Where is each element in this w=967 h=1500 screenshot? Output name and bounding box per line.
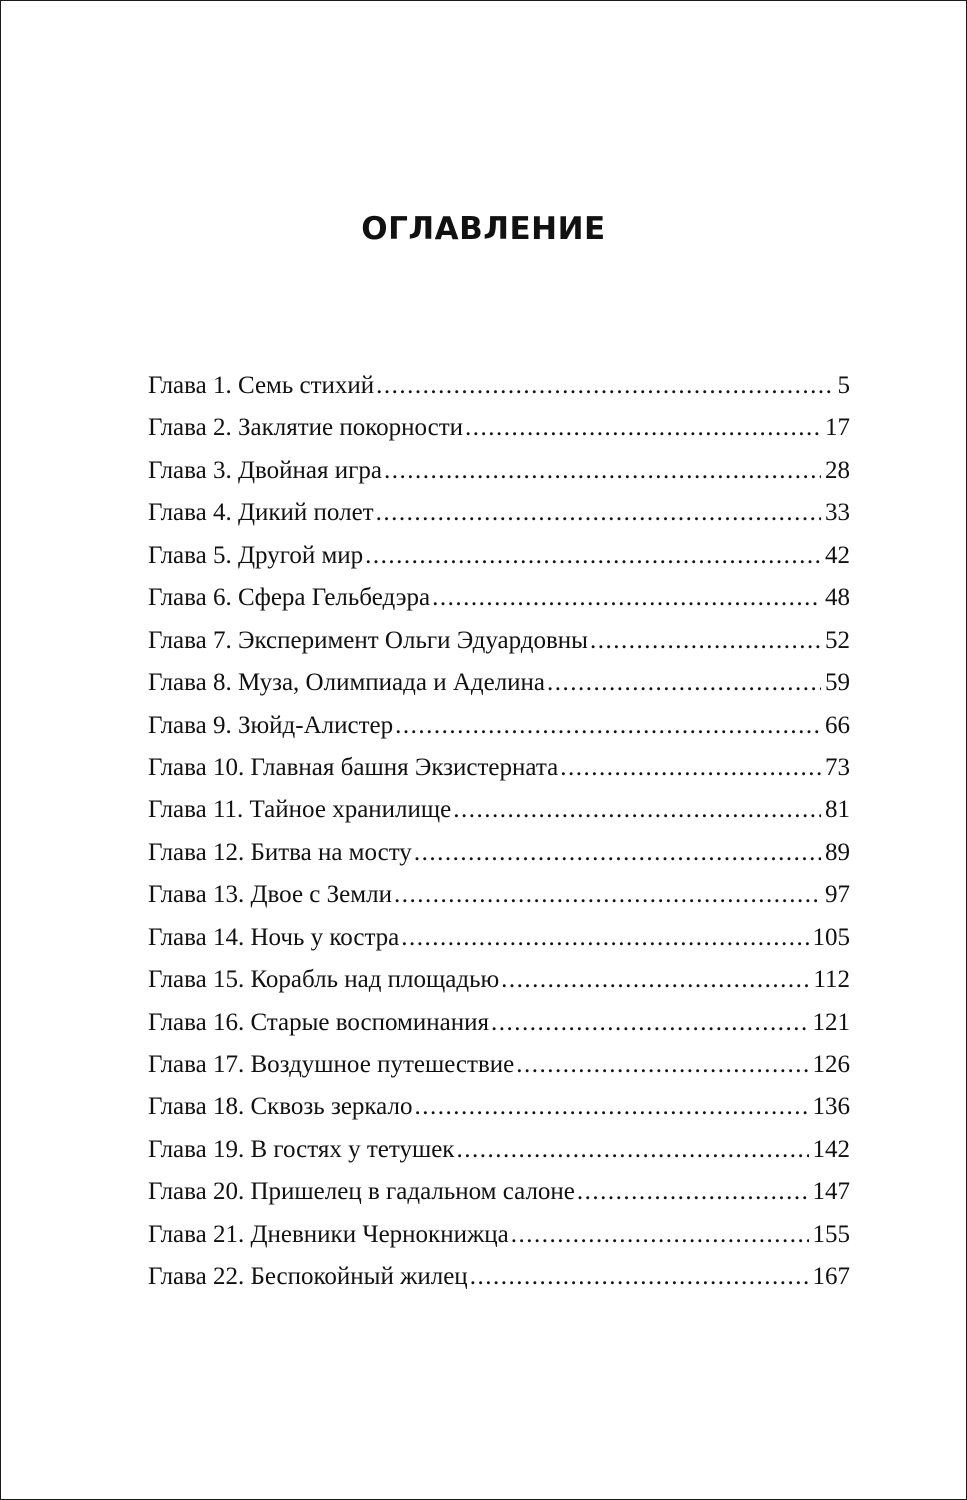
toc-entry-label: Глава 2. Заклятие покорности bbox=[148, 414, 464, 442]
toc-entry bbox=[148, 577, 850, 619]
toc-entry-page: 81 bbox=[825, 796, 850, 824]
toc-entry-label: Глава 11. Тайное хранилище bbox=[148, 796, 452, 824]
toc-entry-page: 97 bbox=[825, 881, 850, 909]
toc-entry-page: 33 bbox=[825, 499, 850, 527]
toc-entry bbox=[148, 959, 850, 1001]
toc-entry-page: 105 bbox=[812, 923, 850, 951]
toc-entry-label: Глава 20. Пришелец в гадальном салоне bbox=[148, 1178, 575, 1206]
toc-dot-leader bbox=[414, 832, 821, 874]
toc-dot-leader bbox=[516, 1044, 808, 1086]
toc-entry-page: 73 bbox=[825, 753, 850, 781]
toc-entry bbox=[148, 1002, 850, 1044]
toc-entry-label: Глава 7. Эксперимент Ольги Эдуардовны bbox=[148, 626, 588, 654]
toc-list bbox=[148, 365, 850, 1299]
toc-entry bbox=[148, 1171, 850, 1213]
toc-entry bbox=[148, 492, 850, 534]
toc-entry-label: Глава 9. Зюйд-Алистер bbox=[148, 711, 394, 739]
toc-entry bbox=[148, 705, 850, 747]
toc-dot-leader bbox=[491, 1002, 809, 1044]
toc-entry-label: Глава 19. В гостях у тетушек bbox=[148, 1135, 455, 1163]
toc-entry-label: Глава 12. Битва на мосту bbox=[148, 838, 412, 866]
toc-title: ОГЛАВЛЕНИЕ bbox=[361, 211, 606, 247]
toc-entry bbox=[148, 917, 850, 959]
toc-dot-leader bbox=[394, 874, 821, 916]
toc-entry bbox=[148, 535, 850, 577]
toc-entry-label: Глава 13. Двое с Земли bbox=[148, 881, 392, 909]
toc-entry bbox=[148, 1086, 850, 1128]
toc-entry-label: Глава 16. Старые воспоминания bbox=[148, 1008, 489, 1036]
toc-dot-leader bbox=[547, 662, 821, 704]
toc-dot-leader bbox=[432, 577, 821, 619]
toc-entry-page: 136 bbox=[812, 1093, 850, 1121]
toc-dot-leader bbox=[465, 407, 821, 449]
toc-entry-page: 17 bbox=[825, 414, 850, 442]
toc-dot-leader bbox=[577, 1171, 809, 1213]
toc-entry bbox=[148, 365, 850, 407]
toc-dot-leader bbox=[384, 450, 821, 492]
toc-dot-leader bbox=[401, 917, 808, 959]
toc-entry bbox=[148, 789, 850, 831]
toc-dot-leader bbox=[470, 1256, 809, 1298]
toc-dot-leader bbox=[376, 365, 833, 407]
toc-dot-leader bbox=[456, 1129, 808, 1171]
toc-entry-label: Глава 8. Муза, Олимпиада и Аделина bbox=[148, 669, 546, 697]
toc-entry bbox=[148, 1256, 850, 1298]
toc-entry-label: Глава 15. Корабль над площадью bbox=[148, 966, 500, 994]
toc-entry-label: Глава 17. Воздушное путешествие bbox=[148, 1051, 515, 1078]
toc-dot-leader bbox=[395, 705, 821, 747]
toc-entry-label: Глава 10. Главная башня Экзистерната bbox=[148, 753, 559, 781]
toc-entry-label: Глава 4. Дикий полет bbox=[148, 499, 374, 527]
toc-dot-leader bbox=[453, 789, 821, 831]
toc-entry bbox=[148, 1044, 850, 1086]
toc-entry-page: 155 bbox=[812, 1220, 850, 1248]
toc-dot-leader bbox=[501, 959, 809, 1001]
toc-entry bbox=[148, 662, 850, 704]
toc-entry-page: 126 bbox=[812, 1051, 850, 1078]
toc-entry-page: 112 bbox=[813, 966, 850, 994]
toc-entry-page: 28 bbox=[825, 456, 850, 484]
toc-dot-leader bbox=[365, 535, 821, 577]
toc-dot-leader bbox=[560, 747, 821, 789]
toc-entry-label: Глава 1. Семь стихий bbox=[148, 372, 375, 399]
toc-entry-label: Глава 14. Ночь у костра bbox=[148, 923, 400, 951]
toc-entry-label: Глава 6. Сфера Гельбедэра bbox=[148, 584, 431, 612]
toc-entry bbox=[148, 1214, 850, 1256]
toc-entry-label: Глава 21. Дневники Чернокнижца bbox=[148, 1220, 509, 1248]
toc-entry bbox=[148, 620, 850, 662]
toc-entry-page: 89 bbox=[825, 838, 850, 866]
toc-entry-page: 121 bbox=[812, 1008, 850, 1036]
toc-entry-page: 48 bbox=[825, 584, 850, 612]
toc-entry-page: 5 bbox=[837, 372, 850, 399]
toc-entry bbox=[148, 747, 850, 789]
toc-entry bbox=[148, 450, 850, 492]
toc-dot-leader bbox=[511, 1214, 809, 1256]
toc-entry-label: Глава 3. Двойная игра bbox=[148, 456, 382, 484]
toc-entry-page: 52 bbox=[825, 626, 850, 654]
toc-entry bbox=[148, 1129, 850, 1171]
toc-entry-label: Глава 18. Сквозь зеркало bbox=[148, 1093, 413, 1121]
toc-entry-label: Глава 5. Другой мир bbox=[148, 541, 364, 569]
toc-entry bbox=[148, 407, 850, 449]
toc-entry-page: 42 bbox=[825, 541, 850, 569]
toc-entry-page: 66 bbox=[825, 711, 850, 739]
toc-dot-leader bbox=[414, 1086, 808, 1128]
toc-entry-page: 167 bbox=[812, 1263, 850, 1291]
toc-entry bbox=[148, 874, 850, 916]
toc-entry-label: Глава 22. Беспокойный жилец bbox=[148, 1263, 468, 1291]
toc-entry-page: 142 bbox=[812, 1135, 850, 1163]
toc-entry bbox=[148, 832, 850, 874]
toc-dot-leader bbox=[376, 492, 821, 534]
toc-entry-page: 59 bbox=[825, 669, 850, 697]
toc-entry-page: 147 bbox=[812, 1178, 850, 1206]
toc-dot-leader bbox=[590, 620, 821, 662]
